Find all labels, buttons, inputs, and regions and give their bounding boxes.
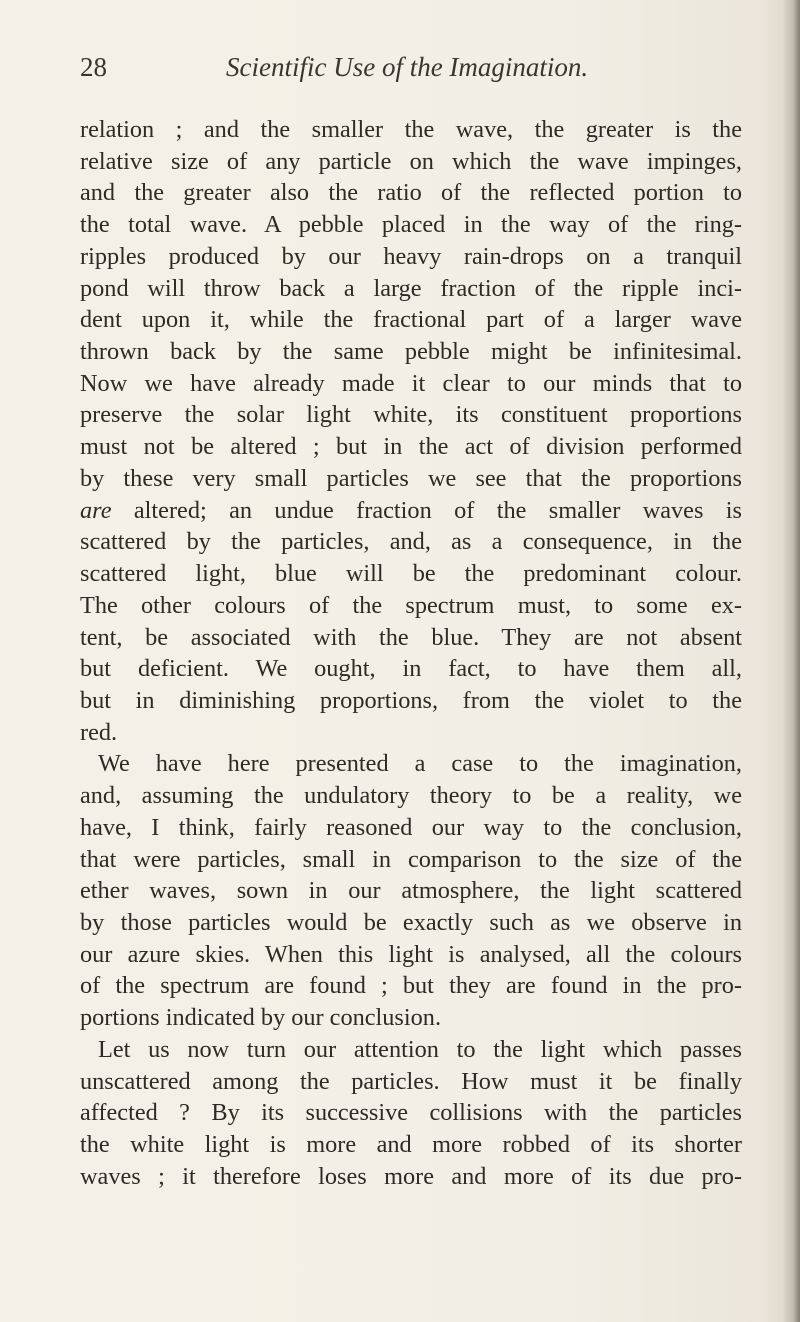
text-line: dent upon it, while the fractional part of a larger wave [80,306,742,334]
text-line: Now we have already made it clear to our minds that to [80,369,742,397]
text-line: thrown back by the same pebble might be infinitesimal. [80,338,742,366]
text-line: and, assuming the undulatory theory to be a reality, we [80,782,742,810]
text-line: unscattered among the particles. How must it be finally [80,1067,742,1095]
text-line: scattered light, blue will be the predominant colour. [80,560,742,588]
text-line: by those particles would be exactly such as we observe in [80,908,742,936]
text-line: of the spectrum are found ; but they are found in the pro- [80,972,742,1000]
text-line: The other colours of the spectrum must, to some ex- [80,591,742,619]
text-line: must not be altered ; but in the act of division performed [80,433,742,461]
text-line: the white light is more and more robbed of its shorter [80,1131,742,1158]
text-line: have, I think, fairly reasoned our way to the conclusion, [80,813,742,841]
text-line: by these very small particles we see that the proportions [80,464,742,492]
body-text [80,114,742,1192]
text-line-rest: altered; an undue fraction of the smaller waves is [133,496,742,524]
page-header [80,52,740,92]
text-line: tent, be associated with the blue. They are not absent [80,623,742,651]
paragraph-start: We have here presented a case to the imagination, [98,750,742,778]
italic-word: are [80,496,112,524]
text-line: our azure skies. When this light is analysed, all the colours [80,940,742,968]
text-line: that were particles, small in comparison to the size of the [80,845,742,873]
text-line: waves ; it therefore loses more and more of its due pro- [80,1162,742,1190]
text-line: relation ; and the smaller the wave, the greater is the [80,116,742,143]
text-line: ether waves, sown in our atmosphere, the light scattered [80,877,742,905]
spine-shadow [782,0,800,1322]
text-line: portions indicated by our conclusion. [80,1004,442,1032]
paragraph-start: Let us now turn our attention to the light which passes [98,1035,742,1063]
text-line: preserve the solar light white, its constituent proportions [80,401,742,429]
text-line: pond will throw back a large fraction of the ripple inci- [80,274,742,302]
page-number: 28 [80,52,107,82]
text-line: and the greater also the ratio of the reflected portion to [80,179,742,207]
text-line: scattered by the particles, and, as a consequence, in the [80,528,742,556]
text-line: the total wave. A pebble placed in the way of the ring- [80,211,742,239]
running-title: Scientific Use of the Imagination. [226,52,589,82]
text-line: ripples produced by our heavy rain-drops on a tranquil [80,242,742,270]
text-line: but in diminishing proportions, from the violet to the [80,686,742,714]
text-line-with-italic [80,495,742,527]
text-line: red. [80,718,118,746]
text-line: affected ? By its successive collisions with the particles [80,1099,742,1127]
text-line: relative size of any particle on which the wave impinges, [80,147,742,175]
text-line: but deficient. We ought, in fact, to have them all, [80,655,742,683]
